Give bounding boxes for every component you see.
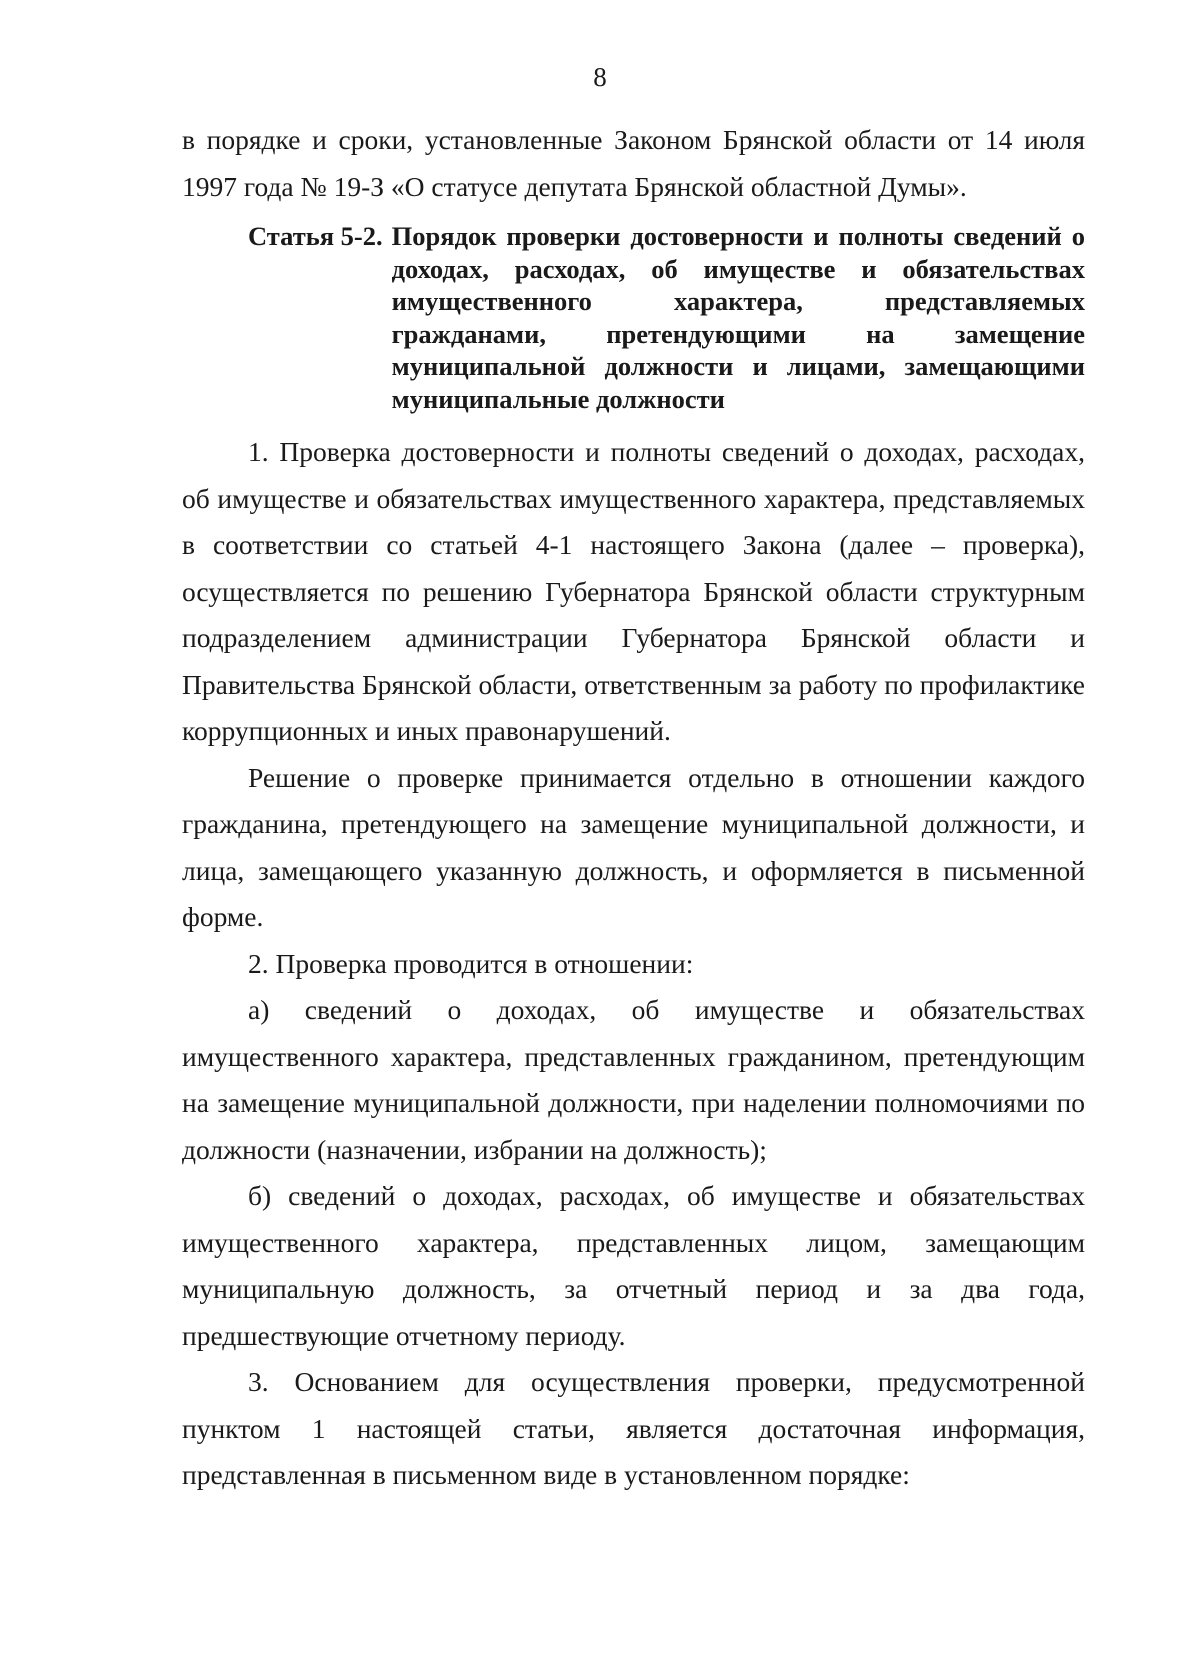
paragraph-2b: б) сведений о доходах, расходах, об имуществе и обязательствах имущественного характера, представленных лицом, замещающим муниципальную должность, за отчетный период и за два года, предшествующие отчетному периоду.: [182, 1180, 1085, 1351]
document-body: [182, 117, 1085, 1499]
paragraph-2a: а) сведений о доходах, об имуществе и обязательствах имущественного характера, представленных гражданином, претендующим на замещение муниципальной должности, при наделении полномочиями по должности (назначении, избрании на должность);: [182, 994, 1085, 1165]
paragraph-3: 3. Основанием для осуществления проверки, предусмотренной пунктом 1 настоящей статьи, является достаточная информация, представленная в письменном виде в установленном порядке:: [182, 1366, 1085, 1490]
paragraph-1: 1. Проверка достоверности и полноты сведений о доходах, расходах, об имуществе и обязательствах имущественного характера, представляемых в соответствии со статьей 4-1 настоящего Закона (далее – проверка), осуществляется по решению Губернатора Брянской области структурным подразделением администрации Губернатора Брянской области и Правительства Брянской области, ответственным за работу по профилактике коррупционных и иных правонарушений.: [182, 436, 1085, 746]
article-label: Статья 5-2.: [248, 221, 383, 251]
paragraph-2: 2. Проверка проводится в отношении:: [248, 947, 694, 979]
intro-paragraph: в порядке и сроки, установленные Законом Брянской области от 14 июля 1997 года № 19-З «О статусе депутата Брянской областной Думы».: [182, 124, 1085, 202]
article-heading: [182, 220, 1085, 415]
article-title: Порядок проверки достоверности и полноты сведений о доходах, расходах, об имуществе и обязательствах имущественного характера, представляемых гражданами, претендующими на замещение муниципальной должности и лицами, замещающими муниципальные должности: [391, 221, 1085, 414]
paragraph-decision: Решение о проверке принимается отдельно в отношении каждого гражданина, претендующего на замещение муниципальной должности, и лица, замещающего указанную должность, и оформляется в письменной форме.: [182, 761, 1085, 932]
page-number: 8: [593, 62, 607, 92]
